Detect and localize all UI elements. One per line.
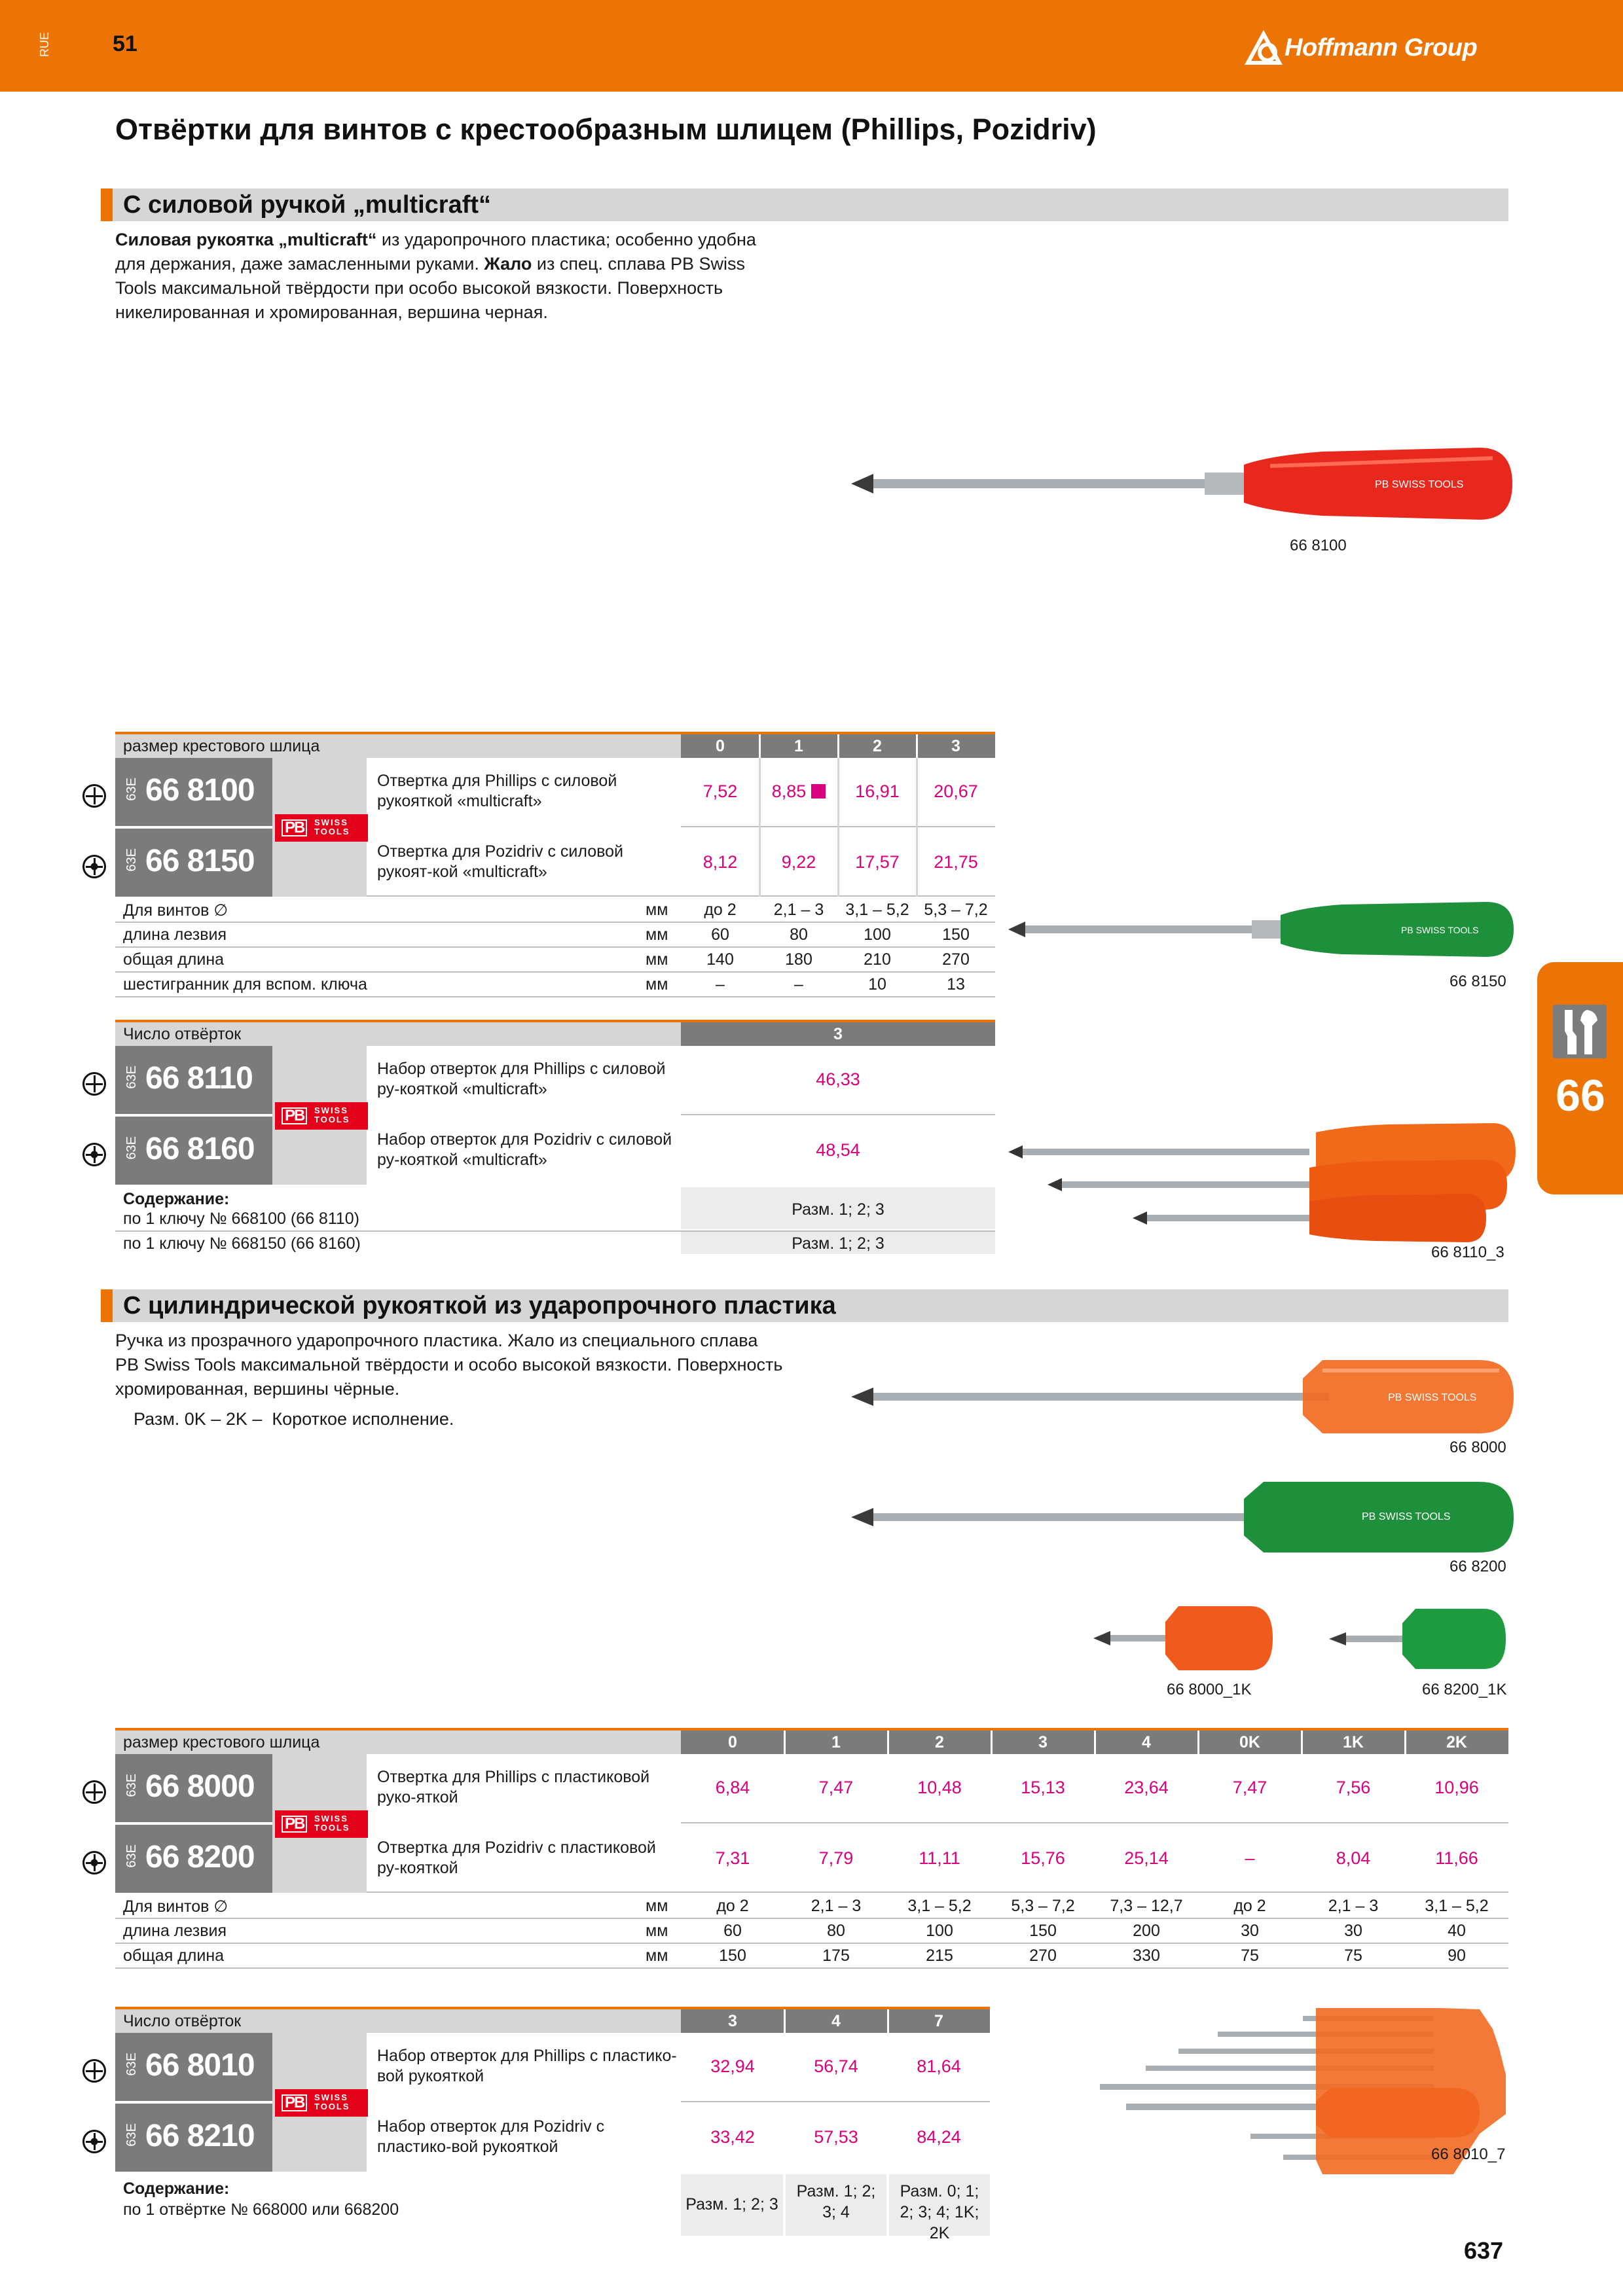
section-marker	[101, 188, 113, 221]
count-header: 3	[728, 2012, 737, 2030]
column-separator	[1197, 1731, 1199, 1754]
spec-value: 30	[1241, 1922, 1259, 1940]
tools-icon	[1553, 1005, 1607, 1058]
product-description: Набор отверток для Pozidriv с пластико-вой рукояткой	[377, 2117, 605, 2156]
column-separator	[784, 2009, 786, 2033]
size-header: 0	[728, 1733, 737, 1751]
price: 25,14	[1124, 1848, 1169, 1868]
spec-value: 60	[711, 925, 729, 944]
contents-value: Разм. 1; 2; 3; 4	[796, 2182, 876, 2221]
article-number: 66 8160	[145, 1132, 255, 1166]
pozidriv-icon	[82, 855, 106, 878]
logo-swiss-tools	[314, 818, 350, 836]
column-separator	[887, 2009, 889, 2033]
column-separator	[1094, 1731, 1096, 1754]
logo-pb: PB	[282, 2094, 307, 2111]
spec-value: 3,1 – 5,2	[907, 1897, 972, 1915]
price: 33,42	[710, 2127, 755, 2147]
size-header: 2	[873, 737, 882, 755]
spec-value: 150	[942, 925, 970, 944]
spec-value: 2,1 – 3	[1328, 1897, 1379, 1915]
spec-value: –	[716, 975, 725, 994]
image-caption: 66 8150	[1450, 973, 1506, 990]
size-header: 4	[1142, 1733, 1151, 1751]
spec-value: 30	[1344, 1922, 1362, 1940]
table-header-label: Число отвёрток	[115, 2009, 681, 2033]
highlight-square-icon	[811, 784, 826, 798]
screwdriver-red-multicraft-image	[851, 439, 1519, 530]
size-header: 1	[794, 737, 803, 755]
price: 7,56	[1336, 1778, 1371, 1797]
spec-unit: мм	[646, 1946, 668, 1965]
spec-value: 80	[790, 925, 808, 944]
price: 57,53	[814, 2127, 858, 2147]
price: 10,48	[917, 1778, 962, 1797]
column-separator	[887, 1731, 889, 1754]
article-prefix: 63E	[124, 1774, 139, 1797]
spec-unit: мм	[646, 975, 668, 994]
column-separator	[837, 758, 839, 897]
price: 16,91	[855, 781, 900, 801]
column-separator	[1301, 1731, 1303, 1754]
brand-name: Hoffmann Group	[1285, 34, 1478, 62]
spec-label: общая длина	[123, 950, 225, 969]
row-separator	[115, 1230, 995, 1232]
column-separator	[759, 758, 761, 897]
size-header: 2	[935, 1733, 944, 1751]
column-separator	[759, 734, 761, 758]
spec-value: 140	[706, 950, 734, 969]
contents-rows	[115, 2172, 990, 2242]
set-rows	[115, 2033, 990, 2172]
contents-item: по 1 ключу № 668100 (66 8110)	[123, 1210, 360, 1228]
price: 8,04	[1336, 1848, 1371, 1868]
spec-value: 180	[785, 950, 812, 969]
pozidriv-icon	[82, 2130, 106, 2153]
row-separator	[115, 996, 995, 997]
logo-swiss: SWISS	[314, 1814, 348, 1823]
row-separator	[115, 946, 995, 948]
spec-value: 100	[864, 925, 891, 944]
spec-value: 200	[1133, 1922, 1160, 1940]
contents-label: Содержание:	[123, 2179, 230, 2198]
article-number: 66 8100	[145, 773, 255, 808]
spec-unit: мм	[646, 901, 668, 919]
section-description	[115, 228, 770, 325]
screwdriver-green-multicraft-image	[1008, 895, 1519, 963]
table-header-label: Число отвёрток	[115, 1022, 681, 1046]
spec-value: 5,3 – 7,2	[1011, 1897, 1075, 1915]
page-number: 637	[1464, 2237, 1504, 2264]
product-description: Отвертка для Phillips с силовой рукояткой «multicraft»	[377, 772, 617, 810]
contents-value: Разм. 1; 2; 3	[685, 2195, 778, 2214]
spec-rows	[115, 897, 995, 999]
image-caption: 66 8110_3	[1431, 1244, 1504, 1261]
spec-value: 270	[1029, 1946, 1057, 1965]
logo-tools: TOOLS	[314, 827, 350, 836]
note-text: Короткое исполнение.	[272, 1409, 454, 1429]
spec-rows	[115, 1893, 1508, 1970]
price: 11,66	[1435, 1848, 1478, 1868]
image-caption: 66 8000_1K	[1167, 1681, 1252, 1698]
product-rows	[115, 1754, 1508, 1893]
column-separator	[837, 734, 839, 758]
column-separator	[916, 758, 918, 897]
spec-label: общая длина	[123, 1946, 225, 1965]
contents-item: по 1 ключу № 668150 (66 8160)	[123, 1234, 361, 1253]
column-separator	[1404, 1731, 1406, 1754]
size-header: 0	[716, 737, 725, 755]
count-header: 7	[934, 2012, 943, 2030]
price: 7,79	[818, 1848, 854, 1868]
logo-swiss: SWISS	[314, 1105, 348, 1115]
spec-value: 2,1 – 3	[811, 1897, 862, 1915]
spec-value: 13	[947, 975, 965, 994]
spec-value: 215	[926, 1946, 953, 1965]
product-description: Отвертка для Phillips с пластиковой руко-яткой	[377, 1768, 650, 1806]
row-separator	[681, 1114, 995, 1115]
pozidriv-icon	[82, 1143, 106, 1166]
screwdriver-green-short-image	[1329, 1606, 1512, 1672]
article-prefix: 63E	[124, 1066, 139, 1089]
spec-value: до 2	[704, 901, 737, 919]
page-title: Отвёртки для винтов с крестообразным шлицем (Phillips, Pozidriv)	[115, 113, 1097, 146]
product-table-multicraft	[115, 732, 995, 999]
contents-value: Разм. 1; 2; 3	[792, 1200, 884, 1219]
product-description: Отвертка для Pozidriv с силовой рукоят-кой «multicraft»	[377, 842, 624, 881]
phillips-icon	[82, 784, 106, 808]
screwdriver-red-short-image	[1093, 1602, 1277, 1674]
price: 7,47	[818, 1778, 854, 1797]
row-separator	[115, 1967, 1508, 1969]
price: 11,11	[919, 1848, 960, 1868]
screwdriver-red-cylindrical-image	[851, 1355, 1519, 1440]
phillips-icon	[82, 1072, 106, 1096]
count-header: 4	[831, 2012, 841, 2030]
spec-unit: мм	[646, 1897, 668, 1915]
spec-value: 90	[1448, 1946, 1466, 1965]
desc-bold-2: Жало	[484, 254, 532, 274]
screwdriver-set-multicraft-image	[1008, 1119, 1519, 1244]
column-separator	[784, 1731, 786, 1754]
price: 48,54	[816, 1140, 860, 1160]
image-caption: 66 8000	[1450, 1439, 1506, 1456]
price: 84,24	[917, 2127, 961, 2147]
image-caption: 66 8200_1K	[1422, 1681, 1507, 1698]
language-code: RUE	[38, 32, 51, 58]
set-table-multicraft	[115, 1020, 995, 1255]
logo-tools: TOOLS	[314, 2102, 350, 2111]
contents-item: по 1 отвёртке № 668000 или 668200	[123, 2200, 399, 2219]
pozidriv-icon	[82, 1851, 106, 1874]
spec-value: 175	[822, 1946, 850, 1965]
price: 21,75	[934, 852, 978, 872]
column-separator	[991, 1731, 993, 1754]
svg-text:PB SWISS TOOLS: PB SWISS TOOLS	[1388, 1392, 1477, 1403]
logo-swiss: SWISS	[314, 817, 348, 827]
desc-text-2: из спец. сплава PB Swiss Tools максимальной твёрдости при особо высокой вязкости. Поверхность никелированная и хромированная, вершина черная.	[115, 254, 745, 322]
price: 10,96	[1434, 1778, 1479, 1797]
svg-text:PB SWISS TOOLS: PB SWISS TOOLS	[1375, 479, 1464, 490]
price: 17,57	[855, 852, 900, 872]
price: 15,76	[1021, 1848, 1065, 1868]
logo-swiss-tools	[314, 1106, 350, 1124]
svg-text:PB SWISS TOOLS: PB SWISS TOOLS	[1401, 925, 1479, 935]
image-caption: 66 8100	[1290, 537, 1347, 554]
size-header: 2K	[1446, 1733, 1467, 1751]
price: 6,84	[715, 1778, 750, 1797]
table-header-label: размер крестового шлица	[115, 1731, 681, 1754]
count-header: 3	[833, 1025, 843, 1043]
image-caption: 66 8010_7	[1431, 2145, 1506, 2163]
spec-value: до 2	[1233, 1897, 1266, 1915]
article-prefix: 63E	[124, 1136, 139, 1160]
spec-value: до 2	[716, 1897, 749, 1915]
row-separator	[115, 1943, 1508, 1944]
price: 20,67	[934, 781, 978, 801]
article-number: 66 8150	[145, 844, 255, 878]
price: 7,31	[715, 1848, 750, 1868]
phillips-icon	[82, 1780, 106, 1804]
size-header: 0K	[1239, 1733, 1260, 1751]
contents-label: Содержание:	[123, 1190, 230, 1208]
price: 46,33	[816, 1069, 860, 1089]
logo-pb: PB	[282, 819, 307, 836]
screwdriver-green-cylindrical-image	[851, 1477, 1519, 1555]
logo-swiss-tools	[314, 1814, 350, 1833]
article-prefix: 63E	[124, 2123, 139, 2147]
phillips-icon	[82, 2059, 106, 2083]
contents-rows	[115, 1185, 995, 1255]
row-separator	[115, 922, 995, 923]
row-separator	[115, 971, 995, 973]
pb-swiss-tools-logo	[275, 814, 368, 842]
row-separator	[681, 2101, 990, 2102]
spec-value: 150	[719, 1946, 746, 1965]
spec-value: 270	[942, 950, 970, 969]
spec-value: 75	[1241, 1946, 1259, 1965]
spec-label: длина лезвия	[123, 925, 227, 944]
column-separator	[916, 734, 918, 758]
section-marker	[101, 1289, 113, 1322]
chapter-number: 51	[113, 31, 137, 56]
size-header: 3	[951, 737, 960, 755]
spec-value: 40	[1448, 1922, 1466, 1940]
spec-value: 100	[926, 1922, 953, 1940]
logo-tools: TOOLS	[314, 1115, 350, 1124]
article-prefix: 63E	[124, 778, 139, 801]
spec-value: 75	[1344, 1946, 1362, 1965]
chapter-tab-number: 66	[1556, 1071, 1605, 1121]
size-header: 3	[1038, 1733, 1048, 1751]
price: 56,74	[814, 2056, 858, 2076]
desc-bold-1: Силовая рукоятка „multicraft“	[115, 230, 377, 249]
price: 8,85	[771, 781, 807, 801]
logo-pb: PB	[282, 1816, 307, 1833]
spec-label: шестигранник для вспом. ключа	[123, 975, 367, 994]
section-title: С силовой ручкой „multicraft“	[123, 191, 492, 219]
spec-value: 3,1 – 5,2	[845, 901, 909, 919]
spec-value: 5,3 – 7,2	[924, 901, 988, 919]
pb-swiss-tools-logo	[275, 1102, 368, 1130]
product-table-cylindrical	[115, 1728, 1508, 1970]
spec-value: –	[794, 975, 803, 994]
article-number: 66 8000	[145, 1769, 255, 1804]
price: 7,47	[1232, 1778, 1267, 1797]
price: 23,64	[1124, 1778, 1169, 1797]
row-separator	[681, 1822, 1508, 1823]
spec-label: Для винтов ∅	[123, 1897, 228, 1916]
row-separator	[115, 1918, 1508, 1919]
spec-label: длина лезвия	[123, 1922, 227, 1940]
set-table-cylindrical	[115, 2007, 990, 2242]
price: 8,12	[702, 852, 738, 872]
price: 32,94	[710, 2056, 755, 2076]
spec-value: 150	[1029, 1922, 1057, 1940]
article-prefix: 63E	[124, 2053, 139, 2076]
article-number: 66 8200	[145, 1840, 255, 1874]
section-title: С цилиндрической рукояткой из ударопрочного пластика	[123, 1292, 836, 1319]
set-rows	[115, 1046, 995, 1185]
spec-value: 3,1 – 5,2	[1425, 1897, 1489, 1915]
spec-value: 10	[868, 975, 886, 994]
section-heading-multicraft	[101, 188, 1508, 221]
article-number: 66 8110	[145, 1061, 253, 1096]
price: 81,64	[917, 2056, 961, 2076]
pb-swiss-tools-logo	[275, 2089, 368, 2117]
desc-text-1: из ударопрочного пластика; особенно удобна для держания, даже замасленными руками.	[115, 230, 756, 274]
contents-value: Разм. 1; 2; 3	[792, 1234, 884, 1253]
spec-value: 80	[827, 1922, 845, 1940]
product-description: Набор отверток для Phillips с силовой ру-кояткой «multicraft»	[377, 1060, 666, 1098]
note-label: Разм. 0K – 2K –	[134, 1409, 263, 1429]
logo-swiss: SWISS	[314, 2092, 348, 2102]
spec-value: 210	[864, 950, 891, 969]
article-number: 66 8010	[145, 2048, 255, 2083]
size-header: 1	[831, 1733, 841, 1751]
price: –	[1245, 1848, 1255, 1868]
spec-unit: мм	[646, 925, 668, 944]
product-description: Отвертка для Pozidriv с пластиковой ру-кояткой	[377, 1839, 656, 1877]
price: 15,13	[1021, 1778, 1065, 1797]
spec-value: 330	[1133, 1946, 1160, 1965]
contents-value: Разм. 0; 1; 2; 3; 4; 1K; 2K	[900, 2182, 979, 2242]
logo-tools: TOOLS	[314, 1823, 350, 1833]
logo-swiss-tools	[314, 2093, 350, 2111]
pb-swiss-tools-logo	[275, 1810, 368, 1838]
logo-pb: PB	[282, 1107, 307, 1124]
spec-label: Для винтов ∅	[123, 901, 228, 920]
price: 9,22	[781, 852, 816, 872]
article-prefix: 63E	[124, 1844, 139, 1868]
size-header: 1K	[1343, 1733, 1364, 1751]
article-prefix: 63E	[124, 848, 139, 872]
product-rows	[115, 758, 995, 897]
svg-text:PB SWISS TOOLS: PB SWISS TOOLS	[1362, 1511, 1451, 1522]
spec-unit: мм	[646, 950, 668, 969]
spec-value: 60	[723, 1922, 742, 1940]
section-heading-cylindrical	[101, 1289, 1508, 1322]
section-note	[134, 1407, 454, 1431]
spec-value: 7,3 – 12,7	[1110, 1897, 1183, 1915]
spec-unit: мм	[646, 1922, 668, 1940]
image-caption: 66 8200	[1450, 1558, 1506, 1575]
article-number: 66 8210	[145, 2119, 255, 2153]
section-description: Ручка из прозрачного ударопрочного пластика. Жало из специального сплава PB Swiss Tools максимальной твёрдости и особо высокой вязкости. Поверхность хромированная, вершины чёрные.	[115, 1331, 783, 1399]
spec-value: 2,1 – 3	[773, 901, 824, 919]
product-description: Набор отверток для Phillips с пластико-вой рукояткой	[377, 2047, 677, 2085]
product-description: Набор отверток для Pozidriv с силовой ру-кояткой «multicraft»	[377, 1130, 672, 1169]
price-highlight	[759, 781, 838, 802]
price: 7,52	[702, 781, 738, 801]
table-header-label: размер крестового шлица	[115, 734, 681, 758]
